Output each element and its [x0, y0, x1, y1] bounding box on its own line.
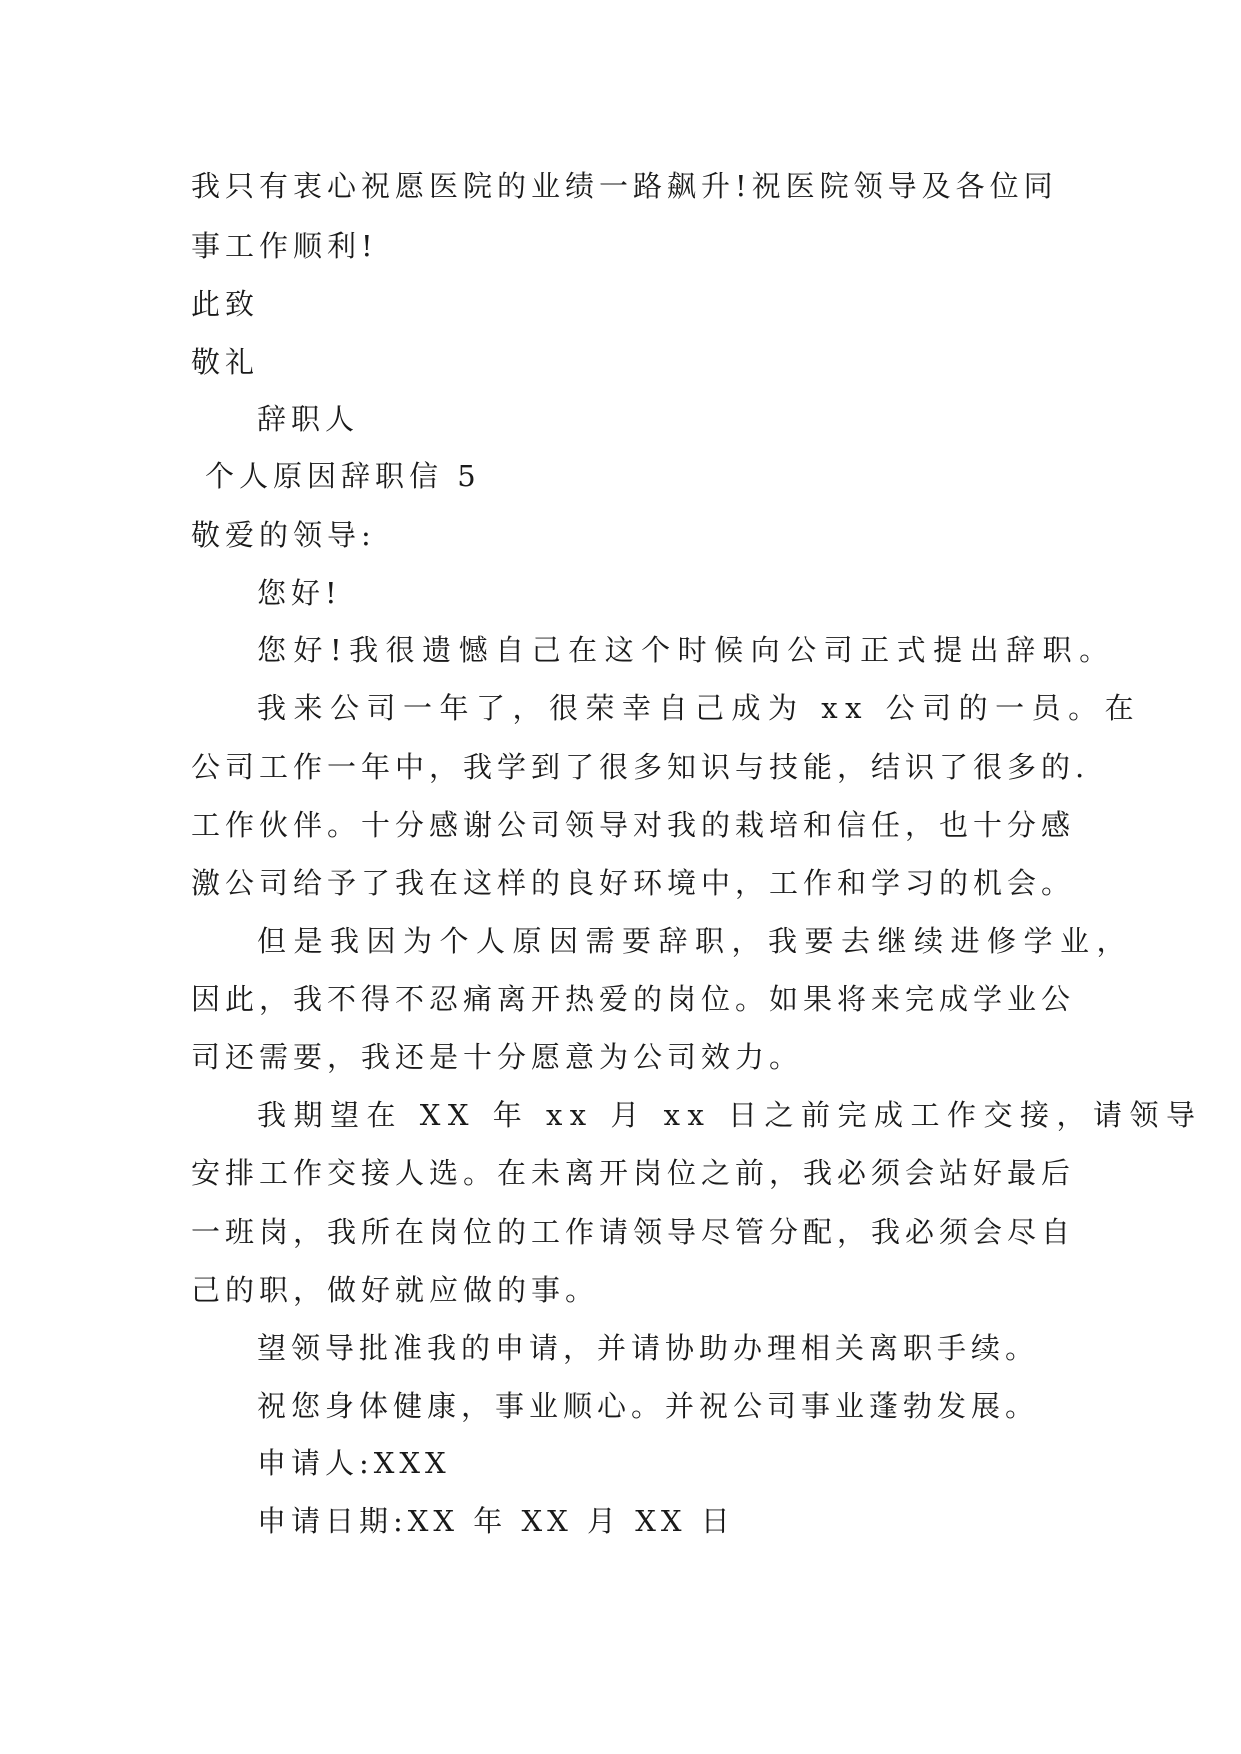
paragraph-line: 己的职，做好就应做的事。: [191, 1273, 600, 1307]
paragraph-line: 我只有衷心祝愿医院的业绩一路飙升!祝医院领导及各位同: [191, 169, 1058, 203]
paragraph-line: 事工作顺利!: [191, 229, 378, 263]
paragraph-line: 祝您身体健康，事业顺心。并祝公司事业蓬勃发展。: [257, 1389, 1040, 1423]
letter-greeting: 敬爱的领导:: [191, 518, 376, 552]
paragraph-line: 我来公司一年了，很荣幸自己成为 xx 公司的一员。在: [257, 691, 1142, 725]
paragraph-line: 您好!我很遗憾自己在这个时候向公司正式提出辞职。: [257, 633, 1116, 667]
paragraph-line: 激公司给予了我在这样的良好环境中，工作和学习的机会。: [191, 866, 1076, 900]
paragraph-line: 司还需要，我还是十分愿意为公司效力。: [191, 1040, 804, 1074]
paragraph-line: 一班岗，我所在岗位的工作请领导尽管分配，我必须会尽自: [191, 1215, 1076, 1249]
paragraph-line: 我期望在 XX 年 xx 月 xx 日之前完成工作交接，请领导: [257, 1098, 1203, 1132]
applicant-name: 申请人:XXX: [257, 1446, 451, 1480]
signature-label: 辞职人: [257, 402, 360, 436]
paragraph-line: 您好!: [257, 576, 342, 610]
paragraph-line: 工作伙伴。十分感谢公司领导对我的栽培和信任，也十分感: [191, 808, 1076, 842]
application-date: 申请日期:XX 年 XX 月 XX 日: [257, 1504, 735, 1538]
salutation-closing: 此致: [191, 287, 260, 321]
section-title: 个人原因辞职信 5: [205, 459, 481, 493]
paragraph-line: 公司工作一年中，我学到了很多知识与技能，结识了很多的.: [191, 750, 1090, 784]
salutation-regards: 敬礼: [191, 345, 260, 379]
paragraph-line: 但是我因为个人原因需要辞职，我要去继续进修学业，: [257, 924, 1134, 958]
paragraph-line: 安排工作交接人选。在未离开岗位之前，我必须会站好最后: [191, 1156, 1076, 1190]
paragraph-line: 因此，我不得不忍痛离开热爱的岗位。如果将来完成学业公: [191, 982, 1076, 1016]
paragraph-line: 望领导批准我的申请，并请协助办理相关离职手续。: [257, 1331, 1040, 1365]
